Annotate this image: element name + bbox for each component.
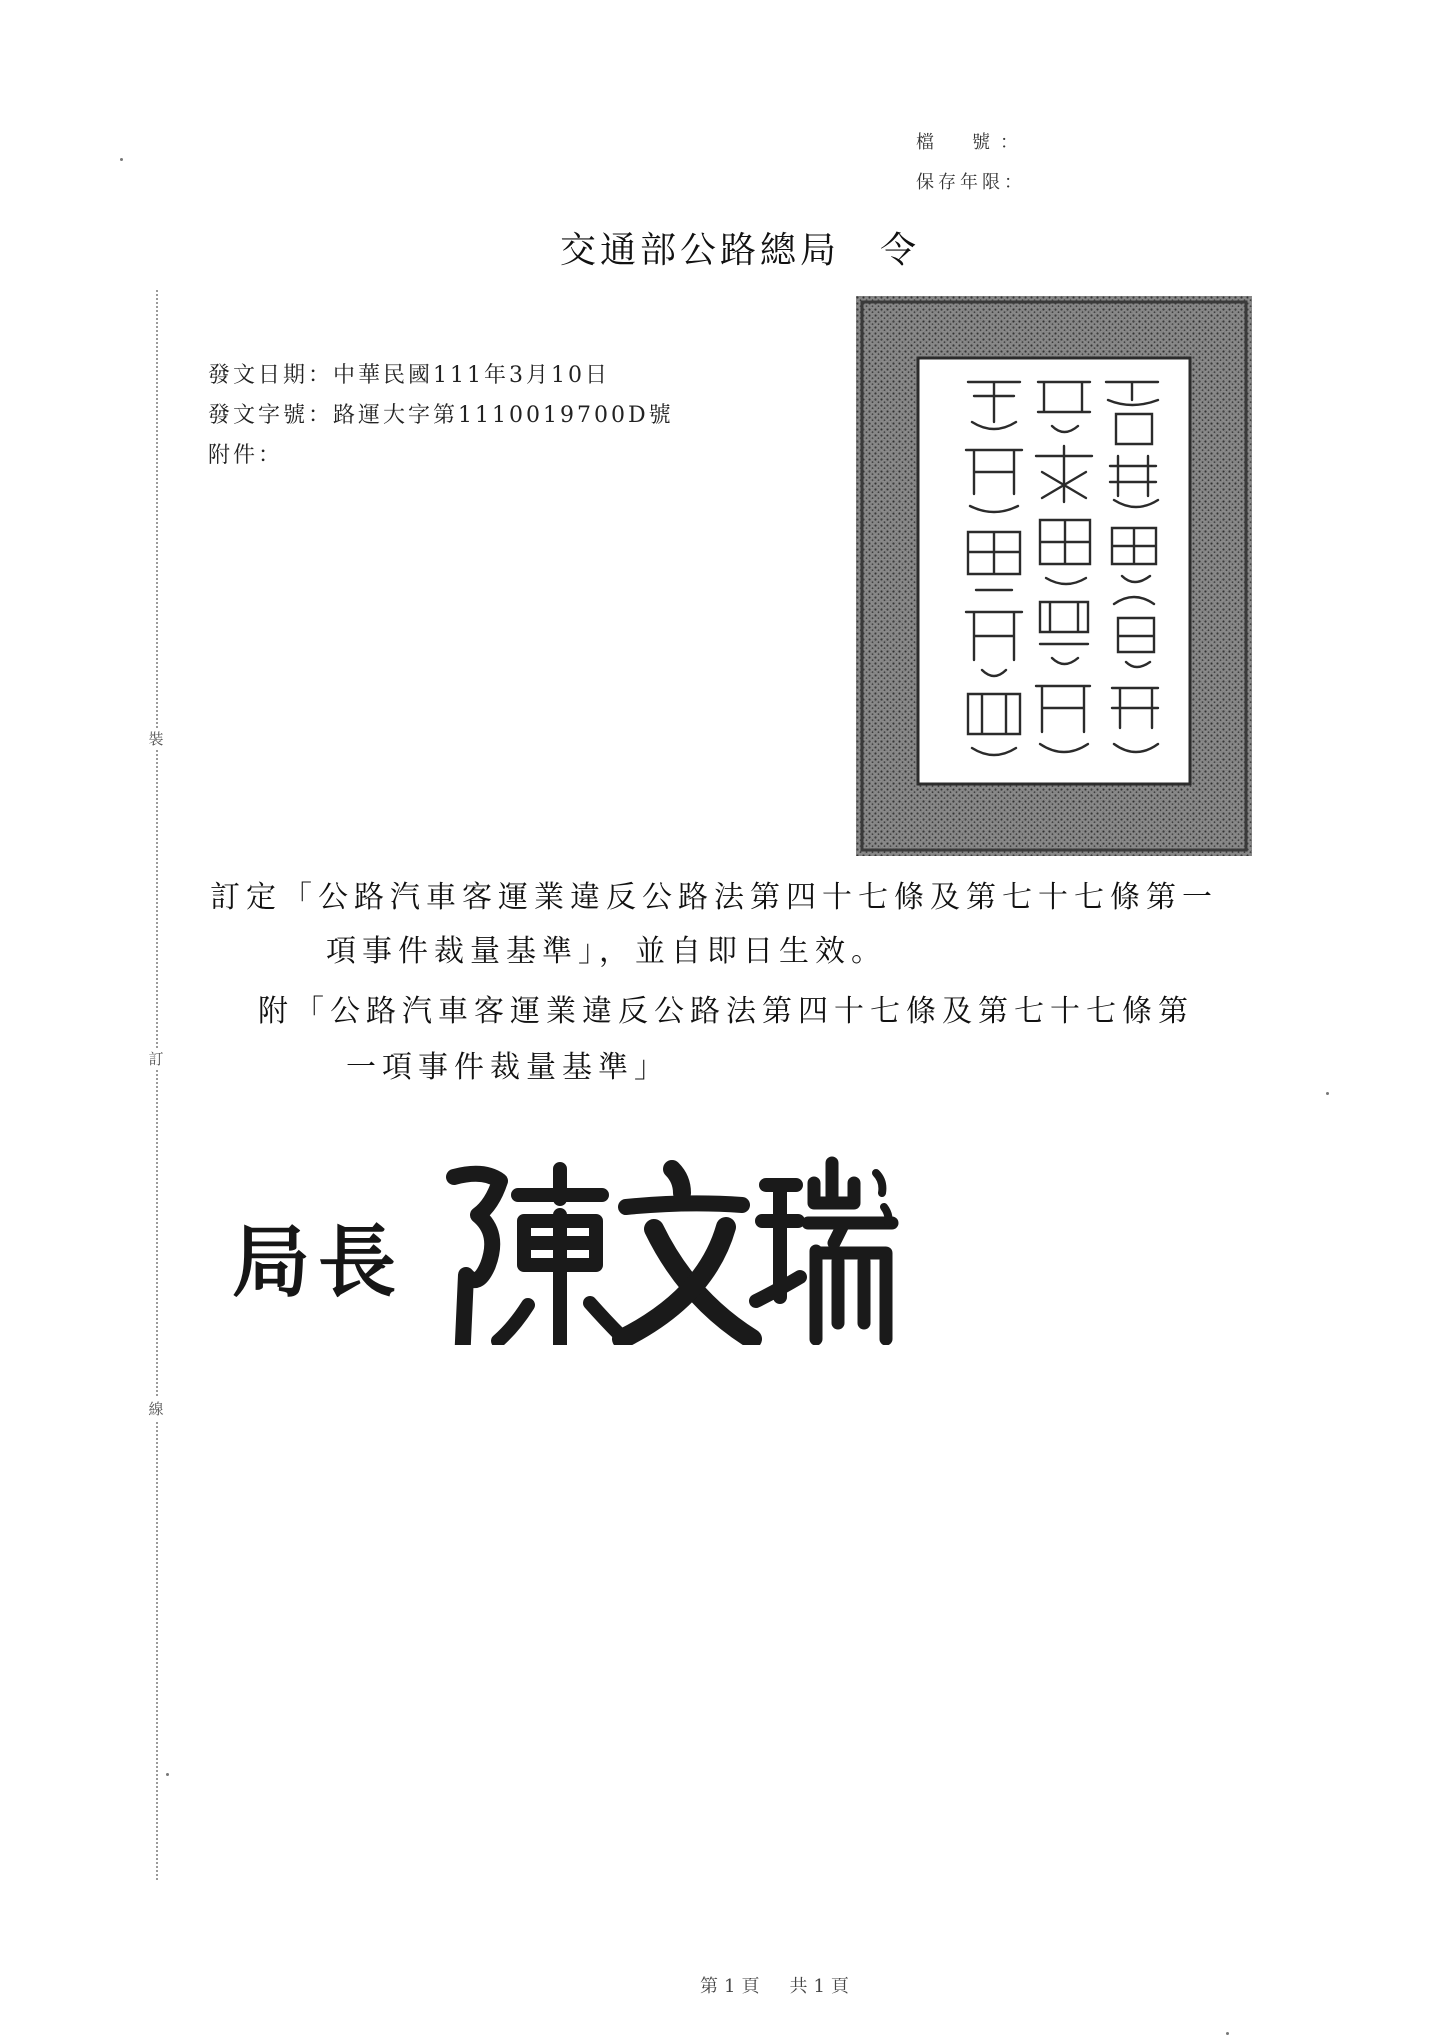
scan-speck (1226, 2032, 1229, 2035)
scan-speck (120, 158, 123, 161)
page-number: 第1頁 共1頁 (700, 1976, 855, 1997)
body-line-2: 項事件裁量基準」，並自即日生效。 (326, 934, 887, 969)
body-line-1: 訂定「公路汽車客運業違反公路法第四十七條及第七十七條第一 (210, 880, 1218, 915)
signatory-title: 局長 (232, 1217, 405, 1308)
body-line-3: 附「公路汽車客運業違反公路法第四十七條及第七十七條第 (258, 994, 1194, 1029)
issue-number: 發文字號：路運大字第1110019700D號 (208, 403, 674, 428)
scan-speck (1326, 1092, 1329, 1095)
scan-speck (166, 1773, 169, 1776)
binding-line (156, 290, 158, 1880)
issue-date: 發文日期：中華民國111年3月10日 (208, 363, 610, 388)
retention-label: 保存年限： (916, 172, 1026, 193)
signature-image (440, 1155, 900, 1345)
document-title: 交通部公路總局 令 (560, 230, 921, 271)
binding-mark-xian: 線 (141, 1398, 171, 1420)
binding-mark-ding: 訂 (141, 1048, 171, 1070)
file-number-label: 檔 號： (916, 132, 1028, 153)
official-seal (856, 296, 1252, 856)
binding-mark-zhuang: 裝 (141, 728, 171, 750)
body-line-4: 一項事件裁量基準」 (346, 1050, 670, 1085)
attachment-label: 附件： (208, 443, 284, 468)
